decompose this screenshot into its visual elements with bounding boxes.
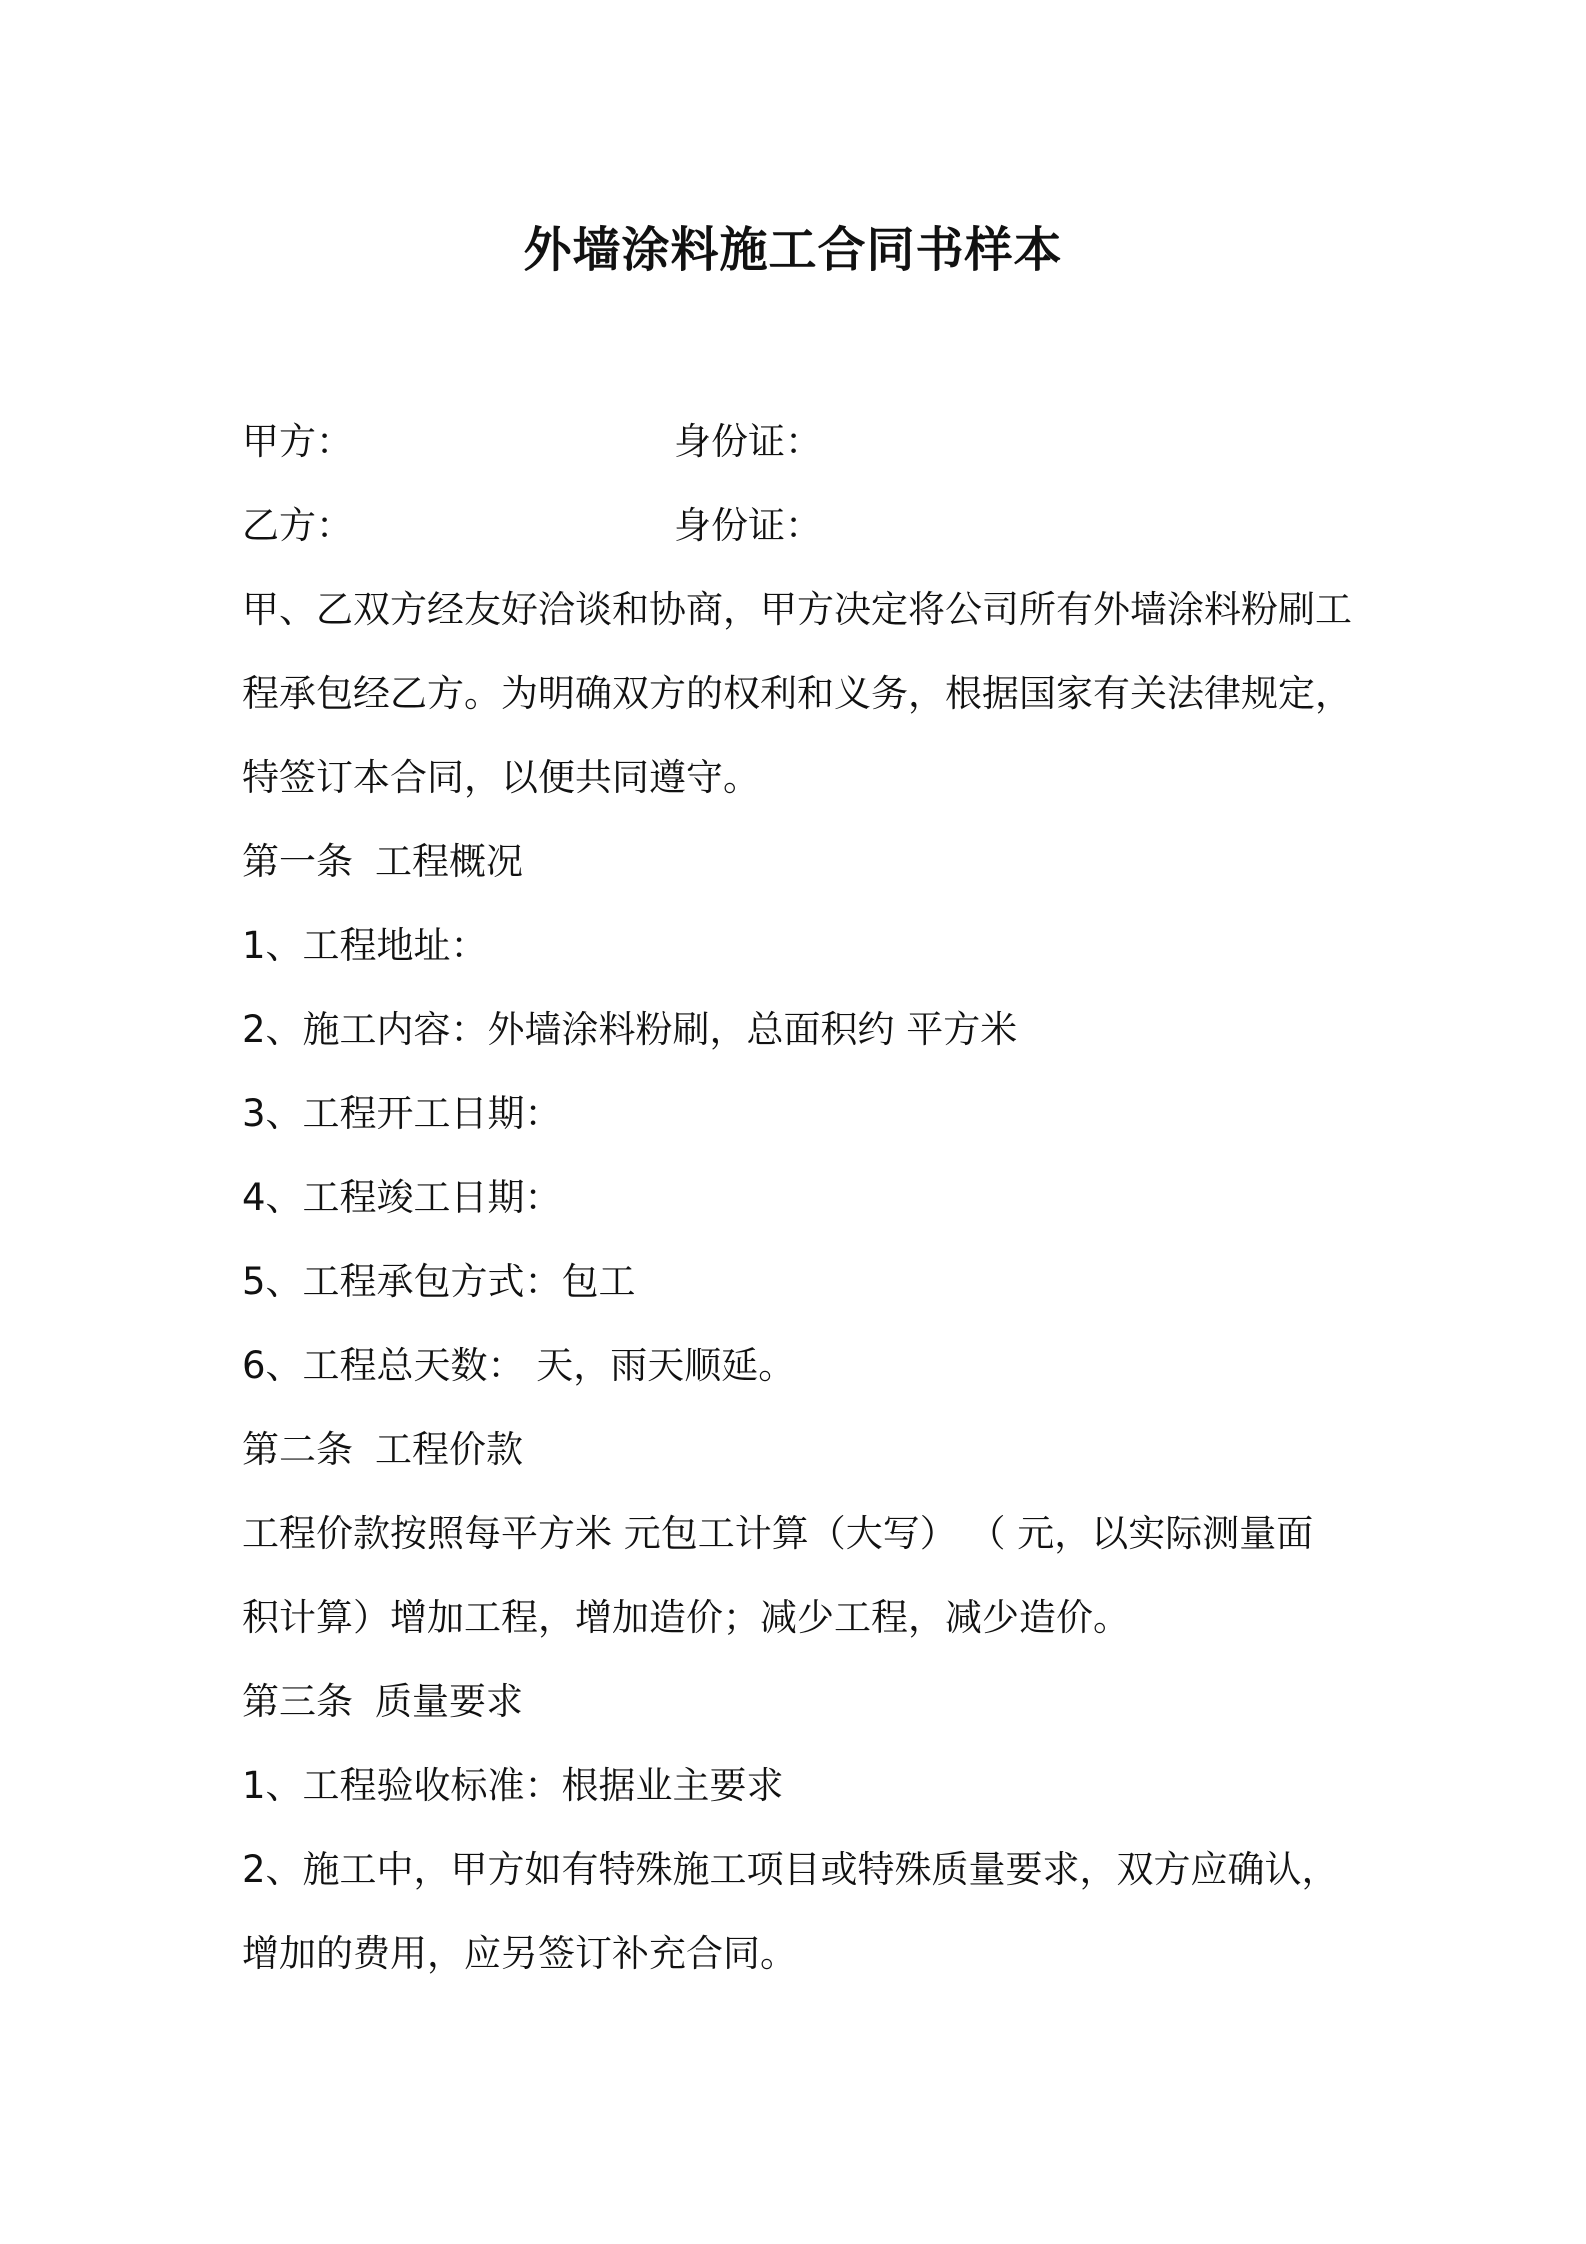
article-3-number: 第三条 [242, 1680, 353, 1723]
article-1-item-4: 4、工程竣工日期： [242, 1176, 562, 1219]
article-1-item-6: 6、工程总天数： 天，雨天顺延。 [242, 1344, 796, 1387]
intro-line-3: 特签订本合同，以便共同遵守。 [242, 756, 760, 799]
party-a-id-label: 身份证： [674, 420, 822, 463]
article-3-title: 质量要求 [375, 1680, 523, 1723]
article-1-item-1: 1、工程地址： [242, 924, 488, 967]
article-2-line-2: 积计算）增加工程，增加造价；减少工程，减少造价。 [242, 1596, 1130, 1639]
article-3-item-2: 2、施工中，甲方如有特殊施工项目或特殊质量要求，双方应确认， [242, 1848, 1339, 1891]
article-1-item-2: 2、施工内容：外墙涂料粉刷，总面积约 平方米 [242, 1008, 1018, 1051]
article-3-item-2-cont: 增加的费用，应另签订补充合同。 [242, 1932, 797, 1975]
party-b-row [242, 484, 1362, 568]
party-b-id-label: 身份证： [674, 504, 822, 547]
article-1-title: 工程概况 [375, 840, 523, 883]
article-2-line-1: 工程价款按照每平方米 元包工计算（大写） （ 元，以实际测量面 [242, 1512, 1314, 1555]
article-2-title: 工程价款 [375, 1428, 523, 1471]
article-2-number: 第二条 [242, 1428, 353, 1471]
article-1-heading [242, 820, 1362, 904]
party-a-label: 甲方： [242, 420, 353, 463]
party-b-label: 乙方： [242, 504, 353, 547]
article-2-heading [242, 1408, 1362, 1492]
article-1-item-3: 3、工程开工日期： [242, 1092, 562, 1135]
document-body [242, 400, 1362, 1996]
article-3-heading [242, 1660, 1362, 1744]
article-1-number: 第一条 [242, 840, 353, 883]
article-3-item-1: 1、工程验收标准：根据业主要求 [242, 1764, 784, 1807]
document-title: 外墙涂料施工合同书样本 [523, 222, 1063, 278]
party-a-row [242, 400, 1362, 484]
intro-line-1: 甲、乙双方经友好洽谈和协商，甲方决定将公司所有外墙涂料粉刷工 [242, 588, 1352, 631]
intro-line-2: 程承包经乙方。为明确双方的权利和义务，根据国家有关法律规定， [242, 672, 1352, 715]
article-1-item-5: 5、工程承包方式：包工 [242, 1260, 636, 1303]
